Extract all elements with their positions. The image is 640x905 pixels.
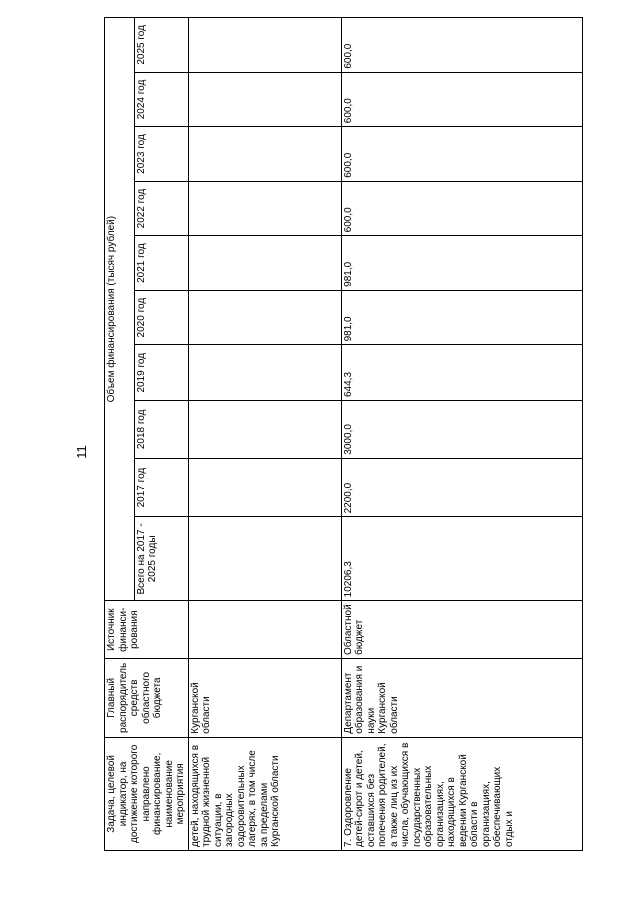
cell-year	[188, 236, 341, 291]
header-year: 2019 год	[134, 345, 188, 401]
cell-year	[188, 345, 341, 401]
cell-year: 600,0	[341, 18, 582, 73]
cell-year: 600,0	[341, 72, 582, 127]
cell-total	[188, 517, 341, 601]
cell-year	[188, 18, 341, 73]
cell-source: Областной бюджет	[341, 601, 582, 659]
rotated-table-wrapper	[104, 11, 640, 899]
cell-task: детей, находящихся в трудной жизненной ситуации, в загородных оздоровительных лагерях, в том числе за пределами Курганской области	[188, 737, 341, 850]
header-source: Источник финанси-рования	[105, 601, 189, 659]
header-year: 2024 год	[134, 72, 188, 127]
cell-manager: Курганской области	[188, 659, 341, 738]
cell-year	[188, 181, 341, 236]
header-year: 2017 год	[134, 458, 188, 517]
header-year: 2021 год	[134, 236, 188, 291]
financing-table	[104, 17, 583, 851]
cell-total: 10206,3	[341, 517, 582, 601]
cell-year	[188, 72, 341, 127]
cell-source	[188, 601, 341, 659]
header-total: Всего на 2017 - 2025 годы	[134, 517, 188, 601]
header-year: 2022 год	[134, 181, 188, 236]
header-volume: Объем финансирования (тысяч рублей)	[105, 18, 135, 601]
page-number: 11	[74, 445, 89, 459]
table-row	[341, 18, 582, 851]
cell-manager: Департамент образования и науки Курганской области	[341, 659, 582, 738]
cell-year: 2200,0	[341, 458, 582, 517]
cell-year: 644,3	[341, 345, 582, 401]
cell-year	[188, 127, 341, 182]
header-year: 2020 год	[134, 290, 188, 345]
header-row-1	[105, 18, 135, 851]
cell-year	[188, 290, 341, 345]
header-manager: Главный распорядитель средств областного бюджета	[105, 659, 189, 738]
table-row	[188, 18, 341, 851]
cell-year	[188, 458, 341, 517]
cell-year	[188, 401, 341, 459]
cell-year: 600,0	[341, 181, 582, 236]
header-year: 2025 год	[134, 18, 188, 73]
cell-year: 3000,0	[341, 401, 582, 459]
cell-year: 981,0	[341, 236, 582, 291]
cell-task: 7. Оздоровление детей-сирот и детей, оставшихся без попечения родителей, а также лиц из их числа, обучающихся в государственных образовательных организациях, находящихся в ведении Курганской области в организациях, обеспечивающих отдых и	[341, 737, 582, 850]
header-year: 2023 год	[134, 127, 188, 182]
cell-year: 981,0	[341, 290, 582, 345]
cell-year: 600,0	[341, 127, 582, 182]
header-task: Задача, целевой индикатор, на достижение которого направлено финансирование, наименование мероприятия	[105, 737, 189, 850]
header-year: 2018 год	[134, 401, 188, 459]
